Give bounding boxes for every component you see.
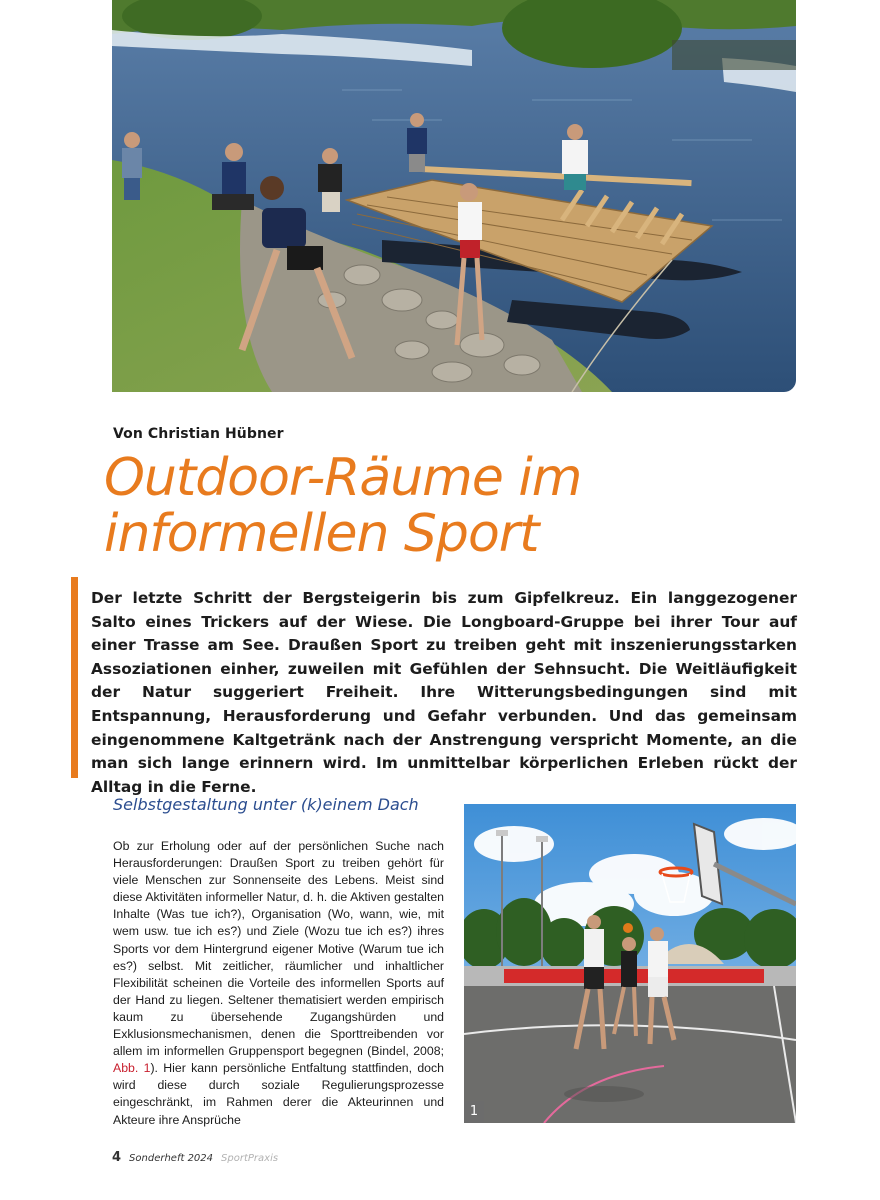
figure-reference-link[interactable]: Abb. 1: [113, 1061, 151, 1076]
figure-1-photo: [464, 804, 796, 1123]
section-subheading: Selbstgestaltung unter (k)einem Dach: [113, 795, 419, 814]
page-footer: [112, 1150, 278, 1165]
title-line-1: Outdoor-Räume im: [104, 448, 582, 508]
body-text: [113, 838, 444, 1129]
lead-paragraph: Der letzte Schritt der Bergsteigerin bis zum Gipfelkreuz. Ein langgezogener Salto eines Trickers auf der Wiese. Die Longboard-Gruppe bei ihrer Tour auf einer Trasse am See. Draußen Sport zu treiben geht mit inszenierungsstarken Assoziationen einher, zuweilen mit Gefühlen der Sehnsucht. Die Weitläufigkeit der Natur suggeriert Freiheit. Ihre Witterungsbedingungen sind mit Entspannung, Herausforderung und Gefahr verbunden. Und das gemeinsam eingenommene Kaltgetränk nach der Anstrengung verspricht Momente, an die man sich lange erinnern wird. Im unmittelbar körperlichen Erleben rückt der Alltag in die Ferne.: [91, 589, 797, 796]
figure-number-badge: 1: [464, 1101, 484, 1123]
magazine-name: SportPraxis: [221, 1153, 279, 1164]
page-number: 4: [112, 1150, 122, 1165]
body-text-part-2: ). Hier kann persönliche Entfaltung stattfinden, doch wird diese durch soziale Regulierungsprozesse eingeschränkt, im Rahmen derer die Akteurinnen und Akteure ihre Ansprüche: [113, 1061, 444, 1127]
author-byline: Von Christian Hübner: [113, 426, 284, 442]
lead-accent-bar: [71, 577, 78, 778]
issue-label: Sonderheft 2024: [129, 1153, 214, 1164]
article-title: [104, 450, 744, 562]
title-line-2: informellen Sport: [104, 504, 539, 564]
hero-photo: [112, 0, 796, 392]
body-text-part-1: Ob zur Erholung oder auf der persönlichen Suche nach Herausforderungen: Draußen Sport zu treiben gehört für viele Menschen zur Sonnenseite des Lebens. Meist sind diese Aktivitäten informeller Natur, d. h. die Aktiven gestalten Inhalte (Was tue ich?), Organisation (Wo, wann, wie, mit wem usw. tue ich es?) und Ziele (Wozu tue ich es?) ihres Sports vor dem Hintergrund eigener Motive (Warum tue ich es?) selbst. Mit zeitlicher, räumlicher und inhaltlicher Flexibilität scheinen die Vorteile des informellen Sports auf der Hand zu liegen. Seltener thematisiert werden empirisch kaum zu übersehende Zugangshürden und Exklusionsmechanismen, denen die Sporttreibenden vor allem im informellen Gruppensport begegnen (Bindel, 2008;: [113, 839, 444, 1059]
